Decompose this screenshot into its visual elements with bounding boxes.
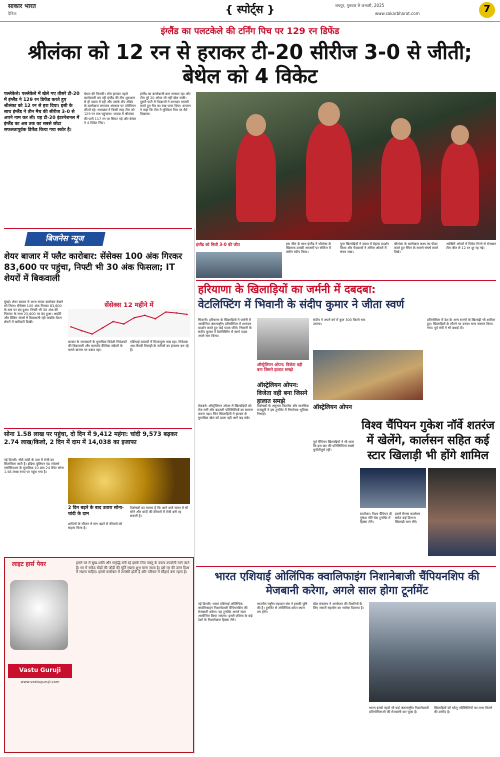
dateline: जयपुर, गुरुवार 9 जनवरी, 2025 bbox=[335, 3, 385, 8]
ad-copy: हमारे घर में सुख-शांति और समृद्धि बनी रहे इसके लिए वास्तु के उपाय उपयोगी माने जाते हैं। घर में सफेद घोड़ों की जोड़ी की मूर्ति रखना शुभ माना जाता है। इसे घर की उत्तर दिशा में रखना चाहिए। इससे कारोबार में तरक्की होती है और परिवार में सौहार्द बना रहता है। bbox=[76, 561, 190, 575]
shooting-column-1: नई दिल्ली। भारत एशियाई ओलिंपिक क्वालिफाइंग निशानेबाजी चैंपियनशिप की मेजबानी करेगा। यह टूर्नामेंट अगले साल आयोजित किया जाएगा। इसमें एशिया के कई देशों के निशानेबाज हिस्सा लेंगे। bbox=[198, 602, 253, 623]
business-headline: शेयर बाजार में फ्लैट कारोबार: सेंसेक्स 100 अंक गिरकर 83,600 पर पहुंचा, निफ्टी भी 30 अंक फिसला; IT शेयरों में बिकवाली bbox=[4, 252, 183, 284]
section-divider bbox=[4, 428, 192, 429]
lead-tail-column-3: श्रीलंका के बल्लेबाज लक्ष्य का पीछा करते हुए स्पिन के सामने संघर्ष करते दिखे। bbox=[394, 242, 438, 255]
player-head bbox=[246, 114, 266, 136]
player-figure bbox=[306, 122, 352, 222]
shooting-column-3: खेल मंत्रालय ने आयोजन की तैयारियों के लिए जरूरी सहयोग का भरोसा दिलाया है। bbox=[313, 602, 364, 611]
sensex-data-point bbox=[81, 330, 83, 332]
australian-open-subhead: ऑस्ट्रेलियन ओपन bbox=[313, 404, 352, 411]
player-figure bbox=[236, 132, 276, 222]
shooting-range-photo bbox=[369, 602, 496, 702]
shooting-column-4: भारत इससे पहले भी कई अंतरराष्ट्रीय निशानेबाजी प्रतियोगिताओं की मेजबानी कर चुका है। bbox=[369, 706, 429, 715]
player-head bbox=[391, 118, 411, 140]
haryana-column-1: भिवानी। हरियाणा के खिलाड़ियों ने जर्मनी में आयोजित अंतरराष्ट्रीय प्रतियोगिता में शानदार प्रदर्शन करते हुए कई पदक जीते। भिवानी के संदीप कुमार ने वेटलिफ्टिंग में स्वर्ण पदक अपने नाम किया। bbox=[198, 318, 252, 339]
business-body-1: मुंबई। शेयर बाजार में आज सपाट कारोबार देखने को मिला। सेंसेक्स 100 अंक गिरकर 83,600 के स्तर पर बंद हुआ। निफ्टी भी 30 अंक की गिरावट के साथ 25,600 पर बंद हुआ। आईटी और बैंकिंग शेयरों में बिकवाली रही जबकि मेटल शेयरों में खरीदारी दिखी। bbox=[4, 300, 63, 325]
sensex-data-point bbox=[176, 312, 178, 314]
lead-tail-column-1: इस जीत के साथ इंग्लैंड ने श्रीलंका के खिलाफ उसकी सरजमीं पर सीरीज में क्लीन स्वीप किया। bbox=[286, 242, 332, 255]
haryana-headline: हरियाणा के खिलाड़ियों का जर्मनी में दबदबा: bbox=[198, 283, 376, 296]
haryana-column-4: प्रतियोगिता में देश के अन्य राज्यों के खिलाड़ी भी शामिल हुए। खिलाड़ियों के लौटने पर उनका भव्य स्वागत किया गया। पूर्व मंत्री ने भी बधाई दी। bbox=[427, 318, 496, 331]
sensex-data-point bbox=[112, 321, 114, 323]
shooting-column-2: भारतीय राष्ट्रीय राइफल संघ ने इसकी पुष्टि की है। टूर्नामेंट से ओलिंपिक कोटा स्थान तय होंगे। bbox=[257, 602, 308, 615]
sensex-data-point bbox=[70, 326, 72, 328]
australian-open-headline: ऑस्ट्रेलियन ओपन: विजेता वही बना जिसने हालात समझे bbox=[257, 382, 308, 405]
ad-title: लाइट हार्स पेयर bbox=[12, 561, 46, 568]
shooting-column-5: खिलाड़ियों को घरेलू परिस्थितियों का लाभ मिलने की उम्मीद है। bbox=[434, 706, 493, 715]
lead-column-3: इंग्लैंड का बल्लेबाजी क्रम नाकाम रहा और टीम पूरे 20 ओवर भी नहीं खेल सकी। दूसरी पारी में गेंदबाजों ने शानदार वापसी करते हुए मैच का रुख पलट दिया। कप्तान ने कहा कि टीम ने मुश्किल पिच पर धैर्य दिखाया। bbox=[140, 92, 191, 117]
lead-photo-cricket bbox=[196, 92, 496, 240]
horse-statue-image bbox=[10, 580, 68, 650]
lead-kicker: इंग्लैंड का पलटकेले की टर्निंग पिच पर 129 रन डिफेंड bbox=[160, 27, 340, 37]
chess-event-photo bbox=[360, 468, 426, 508]
player-figure bbox=[441, 142, 479, 226]
haryana-column-2: संदीप ने अपने वर्ग में कुल 300 किलो भार उठाया। bbox=[313, 318, 366, 327]
section-label: { स्पोर्ट्स } bbox=[225, 3, 275, 16]
chart-background bbox=[68, 309, 190, 337]
chess-player-photo bbox=[428, 468, 496, 556]
lead-tail-column-2: युवा खिलाड़ियों ने दबाव में बेहतर प्रदर्शन किया और गेंदबाजों ने अंतिम ओवरों में संयम रखा। bbox=[340, 242, 389, 255]
sensex-data-point bbox=[91, 333, 93, 335]
gold-body-1: नई दिल्ली। सोने-चांदी के दाम में तेजी का सिलसिला जारी है। इंडिया बुलियन एंड ज्वेलर्स एसोसिएशन के मुताबिक 10 ग्राम 24 कैरेट सोना 1.58 लाख रुपए पर पहुंच गया है। bbox=[4, 458, 64, 475]
sensex-data-point bbox=[144, 315, 146, 317]
gold-body-2: शादियों के सीजन में मांग बढ़ने से कीमतों को सहारा मिला है। bbox=[68, 522, 123, 531]
shooting-headline: भारत एशियाई ओलिंपिक क्वालिफाइंग निशानेबाजी चैंपियनशिप की मेजबानी करेगा, अगले साल होगा टूर्नामेंट bbox=[214, 570, 480, 597]
lead-tail-column-4: आखिरी ओवरों में विकेट गिरने से मेजबान टीम जीत से 12 रन दूर रह गई। bbox=[446, 242, 497, 251]
lead-column-2: बेथल की फिरकी। टॉस हारकर पहले बल्लेबाजी कर रही इंग्लैंड की टीम शुरुआत से ही दबाव में रही और उसके टॉप ऑर्डर के बल्लेबाज लगातार अंतराल पर पवेलियन लौटते रहे। मध्यक्रम ने किसी तरह टीम को 129 रन तक पहुंचाया। जवाब में श्रीलंका की पारी 117 रन पर सिमट गई और बेथेल ने 4 विकेट लिए। bbox=[84, 92, 136, 125]
sensex-data-point bbox=[123, 323, 125, 325]
australian-open-column-3: पूर्व चैंपियन खिलाड़ियों ने भी माना कि इस बार की परिस्थितियां सबसे चुनौतीपूर्ण रहीं। bbox=[313, 440, 355, 453]
chess-column-2: इसमें मैग्नस कार्लसन समेत कई दिग्गज खिलाड़ी भाग लेंगे। bbox=[395, 512, 421, 525]
tennis-photo-caption: ऑस्ट्रेलियन ओपन: विजेता वही बना जिसने हालात समझे bbox=[257, 362, 303, 372]
business-body-3: एशियाई बाजारों में मिलाजुला रुख रहा। निवेशक अब तीसरी तिमाही के नतीजों का इंतजार कर रहे हैं। bbox=[130, 340, 189, 353]
gold-subheading: 2 दिन बढ़ने के बाद उतारा सोना-चांदी के दाम bbox=[68, 506, 124, 517]
sensex-data-point bbox=[133, 317, 135, 319]
page-number-badge: 7 bbox=[479, 2, 495, 18]
player-figure bbox=[381, 136, 421, 224]
section-divider bbox=[4, 228, 192, 229]
lead-headline: श्रीलंका को 12 रन से हराकर टी-20 सीरीज 3-0 से जीती; बेथेल को 4 विकेट bbox=[27, 40, 473, 88]
sensex-data-point bbox=[186, 314, 188, 316]
tennis-photo bbox=[257, 318, 309, 360]
gold-headline: सोना 1.58 लाख पर पहुंचा, दो दिन में 9,412 महंगा: चांदी 9,573 बढ़कर 2.74 लाख/किलो, 2 दिन में दाम में 14,038 का इजाफा bbox=[4, 431, 178, 446]
lead-intro: पल्लेकेले। पल्लेकेले में खेले गए तीसरे टी-20 में इंग्लैंड ने 129 रन डिफेंड करते हुए श्रीलंका को 12 रन से हरा दिया। इसी के साथ इंग्लैंड ने तीन मैच की सीरीज 3-0 से अपने नाम कर ली। यह टी-20 इंटरनेशनल में इंग्लैंड का अब तक का सबसे छोटा सफलतापूर्वक डिफेंड किया गया स्कोर है। bbox=[4, 92, 80, 133]
ad-brand-logo: Vastu Guruji bbox=[8, 664, 72, 678]
player-head bbox=[318, 102, 340, 126]
australian-open-column-2: विशेषज्ञों के अनुसार फिटनेस और मानसिक मजबूती ने इस टूर्नामेंट में निर्णायक भूमिका निभाई। bbox=[257, 404, 309, 417]
weightlifting-group-photo bbox=[313, 350, 423, 400]
business-news-tag: बिजनेस न्यूज bbox=[25, 232, 106, 246]
chess-column-1: स्टावेंजर। विश्व चैंपियन डी गुकेश नॉर्वे चेस टूर्नामेंट में हिस्सा लेंगे। bbox=[360, 512, 392, 525]
sensex-data-point bbox=[155, 318, 157, 320]
gold-jewellery-photo bbox=[68, 458, 190, 504]
section-divider bbox=[196, 566, 496, 567]
column-rule bbox=[194, 228, 195, 754]
haryana-subheadline: वेटलिफ्टिंग में भिवानी के संदीप कुमार ने जीता स्वर्ण bbox=[198, 298, 405, 311]
sensex-data-point bbox=[165, 311, 167, 313]
paper-subtitle: दैनिक bbox=[8, 11, 17, 16]
chess-headline: विश्व चैंपियन गुकेश नॉर्वे शतरंज में खेलेंगे, कार्लसन सहित कई स्टार खिलाड़ी भी होंगे शामिल bbox=[361, 418, 495, 462]
player-head bbox=[451, 125, 469, 145]
lead-secondary-photo bbox=[196, 252, 282, 278]
website: www.sakarbharat.com bbox=[375, 11, 420, 16]
business-body-2: बाजार के जानकारों के मुताबिक विदेशी निवेशकों की बिकवाली और कमजोर वैश्विक संकेतों के चलते बाजार पर दबाव रहा। bbox=[68, 340, 127, 353]
ad-website[interactable]: www.vastuguruji.com bbox=[20, 680, 60, 684]
sensex-data-point bbox=[102, 327, 104, 329]
lead-photo-caption: इंग्लैंड को मिली 3-0 की जीत bbox=[196, 242, 240, 247]
paper-name: साकार भारत bbox=[8, 3, 36, 10]
sensex-chart bbox=[68, 309, 190, 337]
sensex-chart-title: सेंसेक्स 12 महीने में bbox=[104, 301, 154, 309]
section-divider bbox=[196, 280, 496, 281]
australian-open-column-1: मेलबर्न। ऑस्ट्रेलियन ओपन में खिलाड़ियों को तेज गर्मी और बदलती परिस्थितियों का सामना करना पड़ा। जिन खिलाड़ियों ने हालात के मुताबिक खेल को ढाला वही आगे बढ़ सके। bbox=[198, 404, 253, 421]
gold-body-3: विशेषज्ञों का मानना है कि आने वाले समय में भी सोने और चांदी की कीमतों में तेजी बनी रह सकती है। bbox=[130, 506, 189, 519]
